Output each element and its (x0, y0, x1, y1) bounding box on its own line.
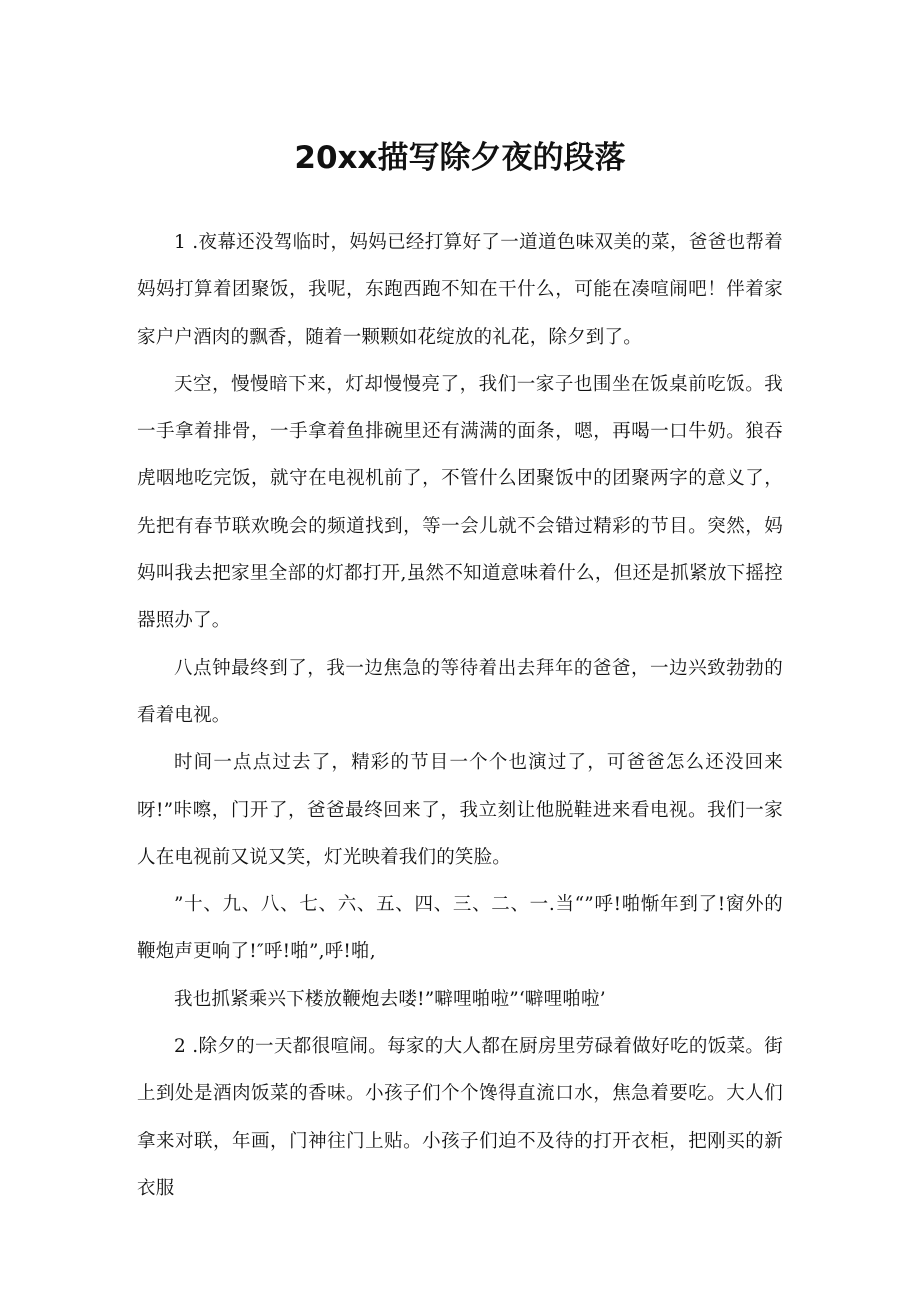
document-title: 20xx描写除夕夜的段落 (294, 140, 626, 176)
paragraph-3: 八点钟最终到了，我一边焦急的等待着出去拜年的爸爸，一边兴致勃勃的看着电视。 (137, 657, 783, 726)
paragraph-6: 我也抓紧乘兴下楼放鞭炮去喽!”噼哩啪啦”‘噼哩啪啦’ (174, 988, 606, 1010)
document-body (137, 219, 783, 1212)
paragraph-1: 1 .夜幕还没驾临时，妈妈已经打算好了一道道色味双美的菜，爸爸也帮着妈妈打算着团聚饭，我呢，东跑西跑不知在干什么，可能在凑喧闹吧！伴着家家户户酒肉的飘香，随着一颗颗如花绽放的礼花，除夕到了。 (137, 232, 783, 348)
paragraph-4: 时间一点点过去了，精彩的节目一个个也演过了，可爸爸怎么还没回来呀!”咔嚓，门开了，爸爸最终回来了，我立刻让他脱鞋进来看电视。我们一家人在电视前又说又笑，灯光映着我们的笑脸。 (137, 752, 783, 868)
paragraph-5: ”十、九、八、七、六、五、四、三、二、一.当“”呼!啪惭年到了!窗外的鞭炮声更响了!″呼!啪”,呼!啪, (137, 894, 783, 963)
paragraph-7: 2 .除夕的一天都很喧闹。每家的大人都在厨房里劳碌着做好吃的饭菜。街上到处是酒肉饭菜的香味。小孩子们个个馋得直流口水，焦急着要吃。大人们拿来对联，年画，门神往门上贴。小孩子们迫不及待的打开衣柜，把刚买的新衣服 (137, 1036, 783, 1199)
paragraph-2: 天空，慢慢暗下来，灯却慢慢亮了，我们一家子也围坐在饭桌前吃饭。我一手拿着排骨，一手拿着鱼排碗里还有满满的面条，嗯，再喝一口牛奶。狼吞虎咽地吃完饭，就守在电视机前了，不管什么团聚饭中的团聚两字的意义了，先把有春节联欢晚会的频道找到，等一会儿就不会错过精彩的节目。突然，妈妈叫我去把家里全部的灯都打开,虽然不知道意味着什么，但还是抓紧放下摇控器照办了。 (137, 373, 783, 632)
